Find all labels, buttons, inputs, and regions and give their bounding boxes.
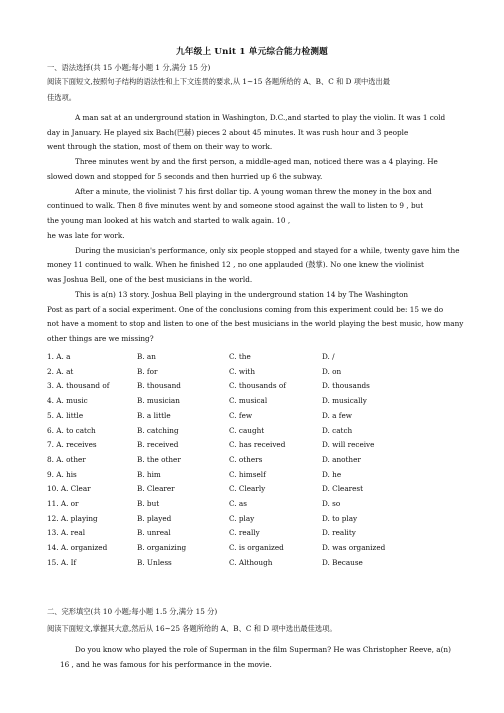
question-option-b: B. a little xyxy=(137,410,171,420)
question-option-c: C. himself xyxy=(229,469,266,479)
question-option-d: D. was organized xyxy=(322,543,386,553)
question-option-b: B. received xyxy=(137,440,179,450)
passage-line: Three minutes went by and the first person, a middle-aged man, noticed there was a 4 playing. He xyxy=(75,157,438,166)
passage-line: slowed down and stopped for 5 seconds and then hurried up 6 the subway. xyxy=(47,172,323,181)
question-option-c: C. Although xyxy=(229,557,273,567)
question-option-b: B. the other xyxy=(137,454,181,464)
question-option-b: B. musician xyxy=(137,396,180,406)
question-option-d: D. catch xyxy=(322,425,353,435)
question-option-a: 13. A. real xyxy=(47,528,86,538)
section-1-instruction: 阅读下面短文,按照句子结构的语法性和上下文连贯的要求,从 1~15 各题所给的 A、B、C 和 D 项中选出最 xyxy=(47,77,391,86)
question-option-a: 5. A. little xyxy=(47,410,84,420)
passage-line: day in January. He played six Bach(巴赫) pieces 2 about 45 minutes. It was rush hour and 3 people xyxy=(47,128,409,137)
passage-line: other things are we missing? xyxy=(47,334,154,343)
question-option-c: C. musical xyxy=(229,396,268,406)
question-option-b: B. catching xyxy=(137,425,179,435)
question-option-b: B. Unless xyxy=(137,557,172,567)
question-option-a: 4. A. music xyxy=(47,396,88,406)
question-option-a: 3. A. thousand of xyxy=(47,381,110,391)
question-option-c: C. has received xyxy=(229,440,286,450)
passage-line: not have a moment to stop and listen to one of the best musicians in the world playing the best music, how many xyxy=(47,319,464,328)
section-2-instruction: 阅读下面短文,掌握其大意,然后从 16~25 各题所给的 A、B、C 和 D 项中选出最佳选项。 xyxy=(47,624,337,633)
question-option-d: D. on xyxy=(322,366,342,376)
question-option-d: D. Clearest xyxy=(322,484,364,494)
question-option-a: 6. A. to catch xyxy=(47,425,96,435)
passage-line: A man sat at an underground station in Washington, D.C.,and started to play the violin. It was 1 cold xyxy=(75,113,446,122)
question-option-a: 10. A. Clear xyxy=(47,484,91,494)
passage-line: Post as part of a social experiment. One of the conclusions coming from this experiment could be: 15 we do xyxy=(47,305,444,314)
passage-line: After a minute, the violinist 7 his first dollar tip. A young woman threw the money in the box and xyxy=(75,187,432,196)
question-option-a: 1. A. a xyxy=(47,352,71,361)
passage-line: continued to walk. Then 8 five minutes went by and someone stood against the wall to listen to 9 , but xyxy=(47,201,424,210)
section-1-heading: 一、语法选择(共 15 小题;每小题 1 分,满分 15 分) xyxy=(47,63,211,72)
question-option-d: D. will receive xyxy=(322,440,375,450)
question-option-d: D. another xyxy=(322,454,361,464)
question-option-b: B. unreal xyxy=(137,528,171,538)
question-option-d: D. to play xyxy=(322,513,358,523)
question-option-d: D. so xyxy=(322,499,341,508)
question-option-c: C. really xyxy=(229,528,260,538)
question-option-b: B. but xyxy=(137,499,160,508)
question-option-d: D. a few xyxy=(322,410,352,420)
question-option-d: D. thousands xyxy=(322,381,370,391)
question-option-a: 14. A. organized xyxy=(47,543,108,553)
question-option-d: D. he xyxy=(322,469,342,479)
passage-line: This is a(n) 13 story. Joshua Bell playing in the underground station 14 by The Washington xyxy=(75,290,408,299)
question-option-c: C. play xyxy=(229,513,255,523)
question-option-d: D. / xyxy=(322,352,335,361)
question-option-d: D. reality xyxy=(322,528,356,538)
question-option-c: C. others xyxy=(229,454,263,464)
passage-line: money 11 continued to walk. When he finished 12 , no one applauded (鼓掌). No one knew the violinist xyxy=(47,260,424,269)
question-option-a: 7. A. receives xyxy=(47,440,97,450)
question-option-a: 15. A. If xyxy=(47,557,77,567)
question-option-b: B. him xyxy=(137,469,161,479)
question-option-b: B. Clearer xyxy=(137,484,175,494)
question-option-a: 9. A. his xyxy=(47,469,77,479)
question-option-c: C. caught xyxy=(229,425,265,435)
question-option-c: C. the xyxy=(229,352,251,361)
question-option-b: B. organizing xyxy=(137,543,187,553)
question-option-a: 11. A. or xyxy=(47,499,79,508)
page-title: 九年级上 Unit 1 单元综合能力检测题 xyxy=(176,47,328,57)
passage-line: he was late for work. xyxy=(47,231,125,240)
passage-line: the young man looked at his watch and started to walk again. 10 , xyxy=(47,216,291,225)
question-option-a: 2. A. at xyxy=(47,366,74,376)
passage-line: During the musician's performance, only six people stopped and stayed for a while, twenty gave him the xyxy=(75,246,460,255)
section-2-heading: 二、完形填空(共 10 小题;每小题 1.5 分,满分 15 分) xyxy=(47,607,218,616)
question-option-c: C. is organized xyxy=(229,543,284,553)
passage-line: went through the station, most of them on their way to work. xyxy=(47,142,273,151)
question-option-b: B. for xyxy=(137,366,158,376)
question-option-d: D. musically xyxy=(322,396,367,406)
question-option-c: C. Clearly xyxy=(229,484,266,494)
question-option-c: C. as xyxy=(229,499,247,508)
question-option-d: D. Because xyxy=(322,557,363,567)
passage-line: was Joshua Bell, one of the best musicians in the world. xyxy=(47,275,253,284)
passage-line: 16 , and he was famous for his performance in the movie. xyxy=(60,660,272,669)
question-option-a: 8. A. other xyxy=(47,454,86,464)
question-option-c: C. with xyxy=(229,366,256,376)
question-option-b: B. an xyxy=(137,352,156,361)
question-option-c: C. thousands of xyxy=(229,381,286,391)
section-1-instruction-cont: 佳选项。 xyxy=(47,93,77,102)
passage-line: Do you know who played the role of Superman in the film Superman? He was Christopher Reeve, a(n) xyxy=(75,645,451,654)
question-option-b: B. played xyxy=(137,513,172,523)
question-option-a: 12. A. playing xyxy=(47,513,98,523)
question-option-b: B. thousand xyxy=(137,381,181,391)
question-option-c: C. few xyxy=(229,410,253,420)
